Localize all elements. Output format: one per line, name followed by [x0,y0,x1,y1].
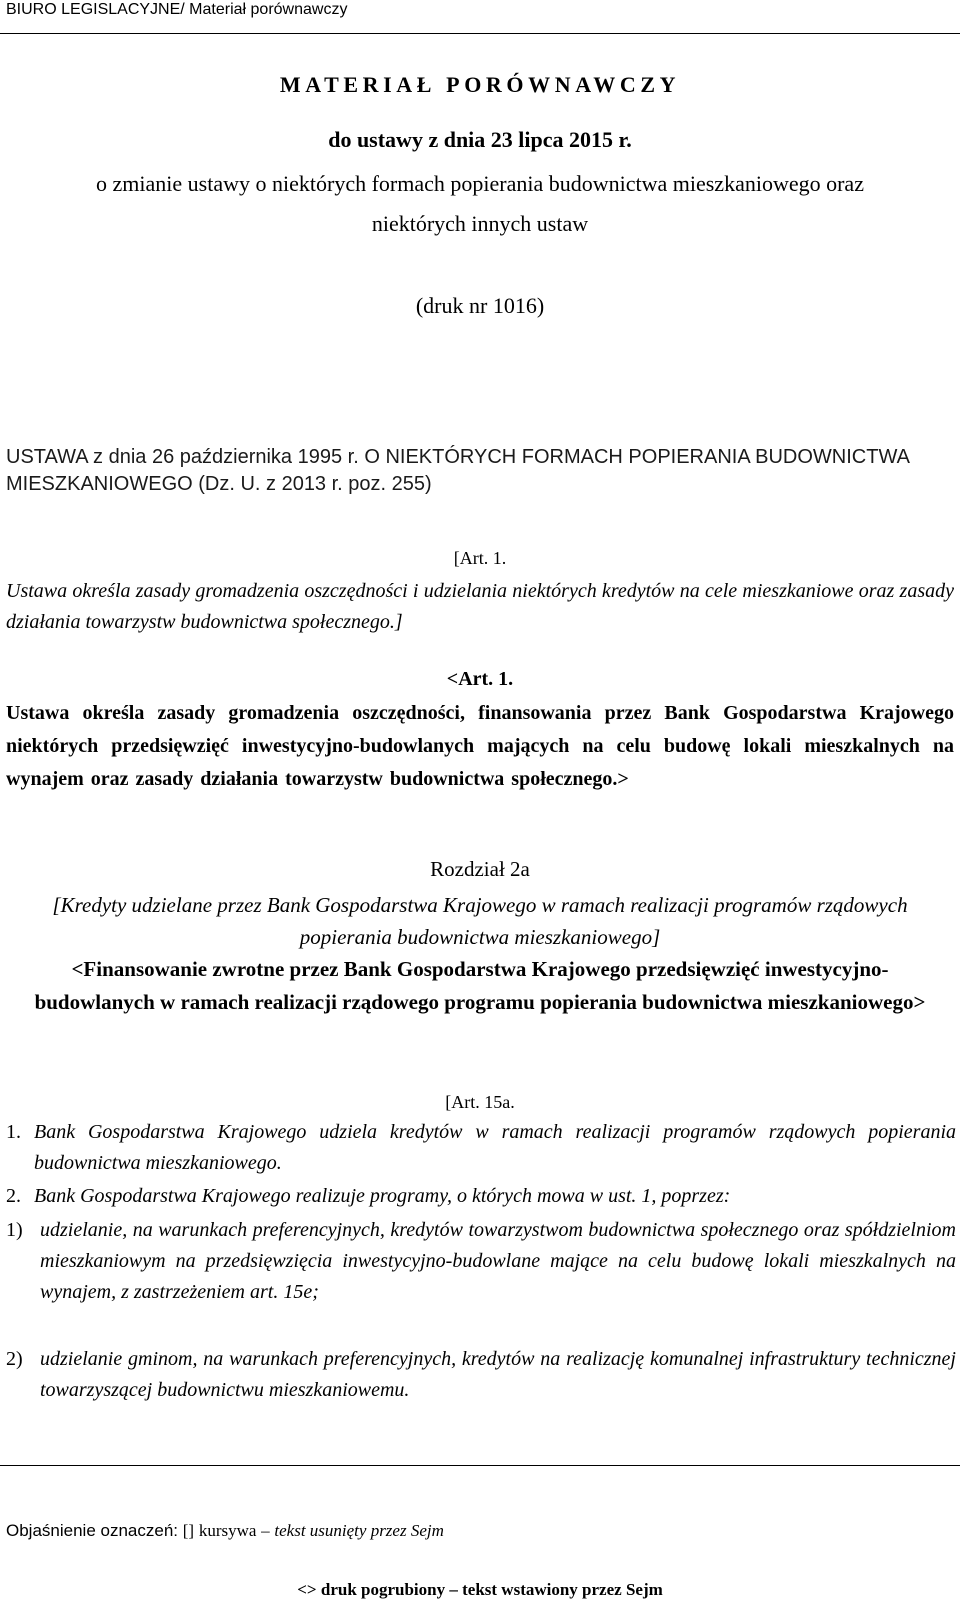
article-1-new-text: Ustawa określa zasady gromadzenia oszczędności, finansowania przez Bank Gospodarstwa Krajowego niektórych przedsięwzięć inwestycyjno-budowlanych mających na celu budowę lokali mieszkalnych na wynajem oraz zasady działania towarzystw budownictwa społecznego.> [6,702,954,790]
chapter-old-title: [Kredyty udzielane przez Bank Gospodarstwa Krajowego w ramach realizacji programów rządowych popierania budownictwa mieszkaniowego] [52,893,908,949]
title-statute-subject: o zmianie ustawy o niektórych formach popierania budownictwa mieszkaniowego oraz [96,171,864,196]
chapter-label: Rozdział 2a [430,857,530,881]
legend-angle-brackets: <> [297,1580,317,1599]
document-title: MATERIAŁ PORÓWNAWCZY [279,72,681,97]
legend-dash: – [261,1521,270,1540]
document-header: BIURO LEGISLACYJNE/ Materiał porównawczy [6,1,348,18]
chapter-new-title: <Finansowanie zwrotne przez Bank Gospodarstwa Krajowego przedsięwzięć inwestycyjno-budowlanych w ramach realizacji rządowego programu popierania budownictwa mieszkaniowego> [34,957,926,1014]
legend-italic-word: kursywa [198,1521,257,1540]
legend-removed [6,1521,444,1541]
article-15a-paragraph-1 [6,1117,954,1179]
article-1-old-heading: [Art. 1. [453,548,507,568]
item-text: Bank Gospodarstwa Krajowego realizuje programy, o których mowa w ust. 1, poprzez: [34,1185,731,1207]
title-statute-date: do ustawy z dnia 23 lipca 2015 r. [328,127,632,152]
legend-brackets: [] [182,1521,195,1540]
item-number: 2) [6,1348,23,1370]
item-text: udzielanie, na warunkach preferencyjnych, kredytów towarzystwom budownictwa społecznego oraz spółdzielniom mieszkaniowym na przedsięwzięcia inwestycyjno-budowlane mające na celu budowę lokali mieszkalnych na wynajem, z zastrzeżeniem art. 15e; [40,1219,956,1303]
article-1-new-heading: <Art. 1. [446,668,514,690]
legend-added [0,1580,960,1600]
legend-removed-text: tekst usunięty przez Sejm [274,1521,444,1540]
article-15a-point-1 [6,1215,954,1339]
legend-bold-word: druk pogrubiony [320,1580,446,1599]
act-title: USTAWA z dnia 26 października 1995 r. O NIEKTÓRYCH FORMACH POPIERANIA BUDOWNICTWA MIESZKANIOWEGO (Dz. U. z 2013 r. poz. 255) [6,446,909,495]
article-15a-point-2 [6,1344,954,1406]
legend-dash: – [449,1580,458,1599]
title-statute-subject-cont: niektórych innych ustaw [371,211,589,236]
article-15a-paragraph-2 [6,1181,954,1212]
item-number: 1) [6,1219,23,1241]
header-rule [0,33,960,34]
item-text: udzielanie gminom, na warunkach preferencyjnych, kredytów na realizację komunalnej infrastruktury technicznej towarzyszącej budownictwu mieszkaniowemu. [40,1348,956,1401]
item-text: Bank Gospodarstwa Krajowego udziela kredytów w ramach realizacji programów rządowych popierania budownictwa mieszkaniowego. [34,1121,956,1174]
legend-added-text: tekst wstawiony przez Sejm [462,1580,663,1599]
item-number: 2. [6,1185,21,1207]
item-number: 1. [6,1121,21,1143]
footer-rule [0,1465,960,1466]
article-1-old-text: Ustawa określa zasady gromadzenia oszczędności i udzielania niektórych kredytów na cele mieszkaniowe oraz zasady działania towarzystw budownictwa społecznego.] [6,580,954,633]
print-number: (druk nr 1016) [415,293,545,318]
legend-label: Objaśnienie oznaczeń: [6,1521,179,1540]
article-15a-heading: [Art. 15a. [445,1092,515,1112]
